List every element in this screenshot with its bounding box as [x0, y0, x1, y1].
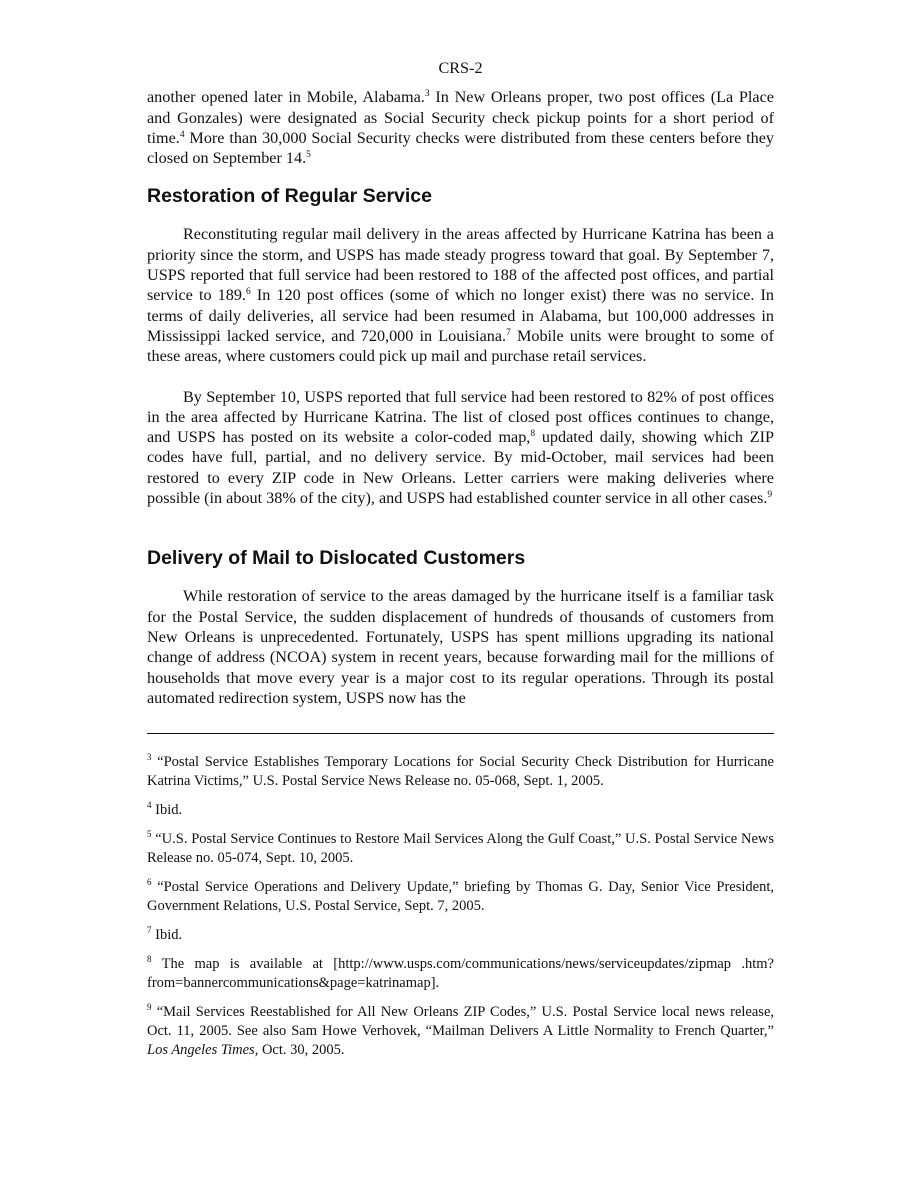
body-paragraph: Reconstituting regular mail delivery in the areas affected by Hurricane Katrina has been a priority since the storm, and USPS has made steady progress toward that goal. By September 7, USPS reported that full service had been restored to 188 of the affected post offices, and partial service to 189.$^6$ In 120 post offices (some of which no longer exist) there was no service. In terms of daily deliveries, all service had been resumed in Alabama, but 100,000 addresses in Mississippi lacked service, and 720,000 in Louisiana.$^7$ Mobile units were brought to some of these areas, where customers could pick up mail and purchase retail services. [147, 225, 775, 366]
publication-title: Los Angeles Times, [147, 1042, 259, 1059]
section-heading-delivery: Delivery of Mail to Dislocated Customers [147, 547, 526, 570]
footnote-ref: 3 [424, 89, 430, 100]
footnote-ref: 6 [245, 287, 251, 298]
footnote-ref: 7 [506, 327, 511, 338]
footnote-ref: 8 [530, 429, 536, 440]
footnote: $^9$ “Mail Services Reestablished for All New Orleans ZIP Codes,” U.S. Postal Service local news release, Oct. 11, 2005. See also Sam Howe Verhovek, “Mailman Delivers A Little Normality to French Quarter,” Los Angeles Times, Oct. 30, 2005. [147, 1002, 774, 1059]
footnotes [147, 753, 774, 1060]
document-page [147, 58, 774, 1060]
body-paragraph: While restoration of service to the areas damaged by the hurricane itself is a familiar task for the Postal Service, the sudden displacement of hundreds of thousands of customers from New Orleans is unprecedented. Fortunately, USPS has spent millions upgrading its national change of address (NCOA) system in recent years, because forwarding mail for the millions of households that move every year is a major cost to its regular operations. Through its postal automated redirection system, USPS now has the [147, 587, 774, 707]
footnote: $^3$ “Postal Service Establishes Temporary Locations for Social Security Check Distribution for Hurricane Katrina Victims,” U.S. Postal Service News Release no. 05-068, Sept. 1, 2005. [147, 752, 774, 790]
footnote: $^7$ Ibid. [147, 925, 183, 944]
section-heading-restoration: Restoration of Regular Service [147, 185, 432, 208]
footnote: $^6$ “Postal Service Operations and Delivery Update,” briefing by Thomas G. Day, Senior Vice President, Government Relations, U.S. Postal Service, Sept. 7, 2005. [147, 877, 774, 915]
footnote-divider [147, 733, 774, 734]
body-paragraph: By September 10, USPS reported that full service had been restored to 82% of post offices in the area affected by Hurricane Katrina. The list of closed post offices continues to change, and USPS has posted on its website a color-coded map,$^8$ updated daily, showing which ZIP codes have full, partial, and no delivery service. By mid-October, mail services had been restored to every ZIP code in New Orleans. Letter carriers were making deliveries where possible (in about 38% of the city), and USPS had established counter service in all other cases.$^9$ [147, 387, 774, 508]
footnote-ref: 9 [767, 490, 773, 501]
page-header: CRS-2 [438, 59, 483, 77]
intro-paragraph: another opened later in Mobile, Alabama.$^3$ In New Orleans proper, two post offices (La Place and Gonzales) were designated as Social Security check pickup points for a short period of time.$^4$ More than 30,000 Social Security checks were distributed from these centers before they closed on September 14.$^5$ [147, 88, 774, 168]
footnote-ref: 5 [306, 150, 311, 161]
footnote: $^4$ Ibid. [147, 800, 183, 819]
footnote-ref: 4 [179, 129, 185, 140]
footnote: $^5$ “U.S. Postal Service Continues to Restore Mail Services Along the Gulf Coast,” U.S. Postal Service News Release no. 05-074, Sept. 10, 2005. [147, 829, 774, 867]
footnote: $^8$ The map is available at [http://www.usps.com/communications/news/serviceupdates/zipmap .htm?from=bannercommunications&page=katrinamap]. [147, 954, 774, 992]
